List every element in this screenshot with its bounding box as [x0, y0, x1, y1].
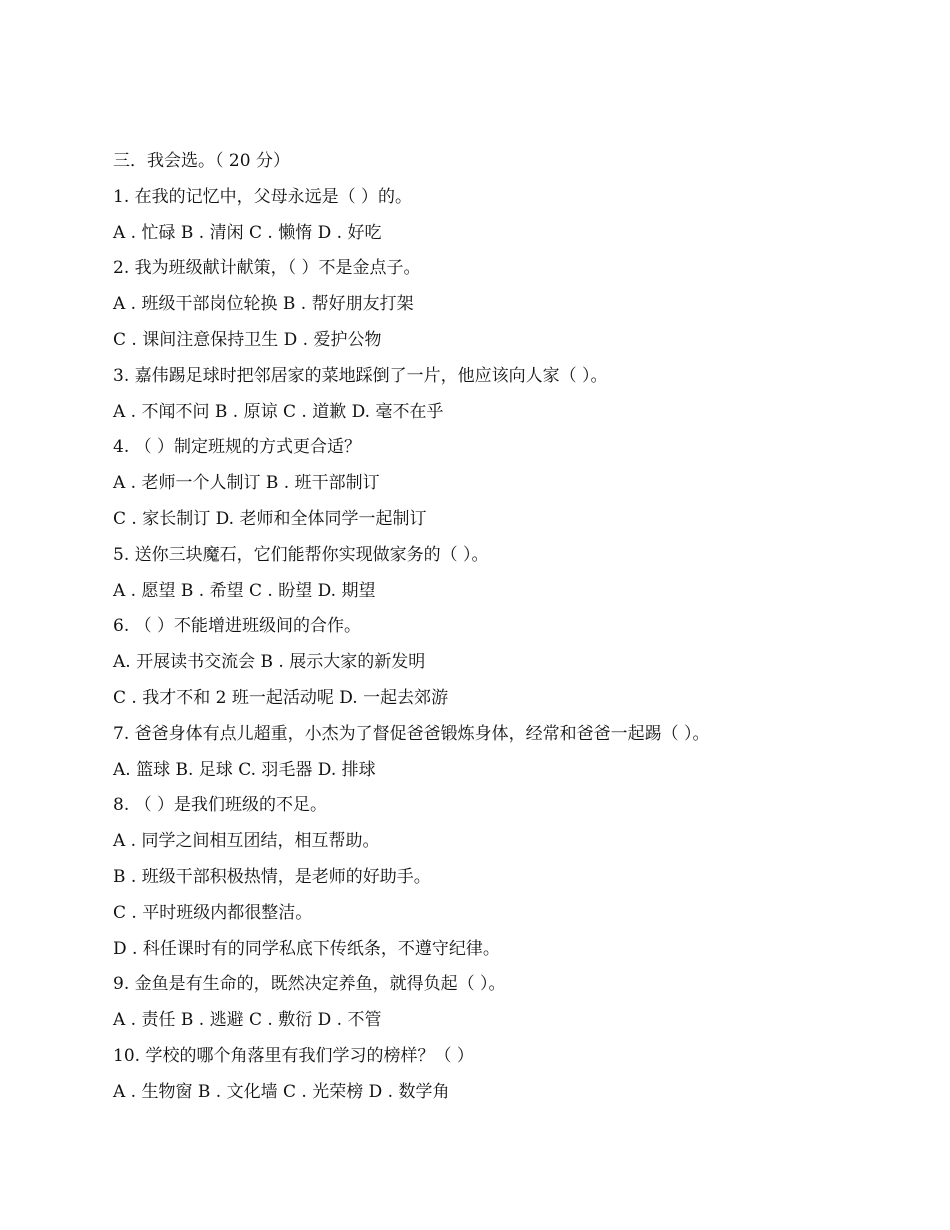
question-2-options-ab: A . 班级干部岗位轮换 B . 帮好朋友打架: [113, 294, 414, 315]
question-1-options: A . 忙碌 B . 清闲 C . 懒惰 D . 好吃: [113, 222, 382, 243]
question-3: 3. 嘉伟踢足球时把邻居家的菜地踩倒了一片，他应该向人家（ ）。: [113, 365, 608, 386]
question-3-options: A . 不闻不问 B . 原谅 C . 道歉 D. 毫不在乎: [113, 401, 444, 422]
question-5-options: A . 愿望 B . 希望 C . 盼望 D. 期望: [113, 580, 376, 601]
question-7-options: A. 篮球 B. 足球 C. 羽毛器 D. 排球: [113, 759, 376, 780]
question-4-options-cd: C . 家长制订 D. 老师和全体同学一起制订: [113, 508, 427, 529]
question-2-options-cd: C . 课间注意保持卫生 D . 爱护公物: [113, 329, 382, 350]
question-8: 8. （ ）是我们班级的不足。: [113, 795, 328, 816]
question-1: 1. 在我的记忆中，父母永远是（ ）的。: [113, 186, 413, 207]
question-7: 7. 爸爸身体有点儿超重，小杰为了督促爸爸锻炼身体，经常和爸爸一起踢（ ）。: [113, 723, 710, 744]
question-8-option-b: B . 班级干部积极热情，是老师的好助手。: [113, 866, 431, 887]
question-2: 2. 我为班级献计献策，（ ）不是金点子。: [113, 258, 421, 279]
question-4-options-ab: A . 老师一个人制订 B . 班干部制订: [113, 473, 380, 494]
question-10: 10. 学校的哪个角落里有我们学习的榜样？（ ）: [113, 1045, 474, 1066]
question-6-options-ab: A. 开展读书交流会 B . 展示大家的新发明: [113, 652, 426, 673]
question-4: 4. （ ）制定班规的方式更合适？: [113, 437, 362, 458]
question-9-options: A . 责任 B . 逃避 C . 敷衍 D . 不管: [113, 1010, 382, 1031]
question-section: [113, 144, 833, 1111]
question-6: 6. （ ）不能增进班级间的合作。: [113, 616, 362, 637]
question-10-options: A . 生物窗 B . 文化墙 C . 光荣榜 D . 数学角: [113, 1081, 450, 1102]
question-6-options-cd: C . 我才不和 2 班一起活动呢 D. 一起去郊游: [113, 687, 449, 708]
question-8-option-c: C . 平时班级内都很整洁。: [113, 902, 313, 923]
question-5: 5. 送你三块魔石，它们能帮你实现做家务的（ ）。: [113, 544, 489, 565]
question-8-option-d: D . 科任课时有的同学私底下传纸条，不遵守纪律。: [113, 938, 500, 959]
section-heading: 三．我会选。（ 20 分）: [113, 151, 290, 171]
question-8-option-a: A . 同学之间相互团结，相互帮助。: [113, 831, 380, 852]
question-9: 9. 金鱼是有生命的，既然决定养鱼，就得负起（ ）。: [113, 974, 506, 995]
